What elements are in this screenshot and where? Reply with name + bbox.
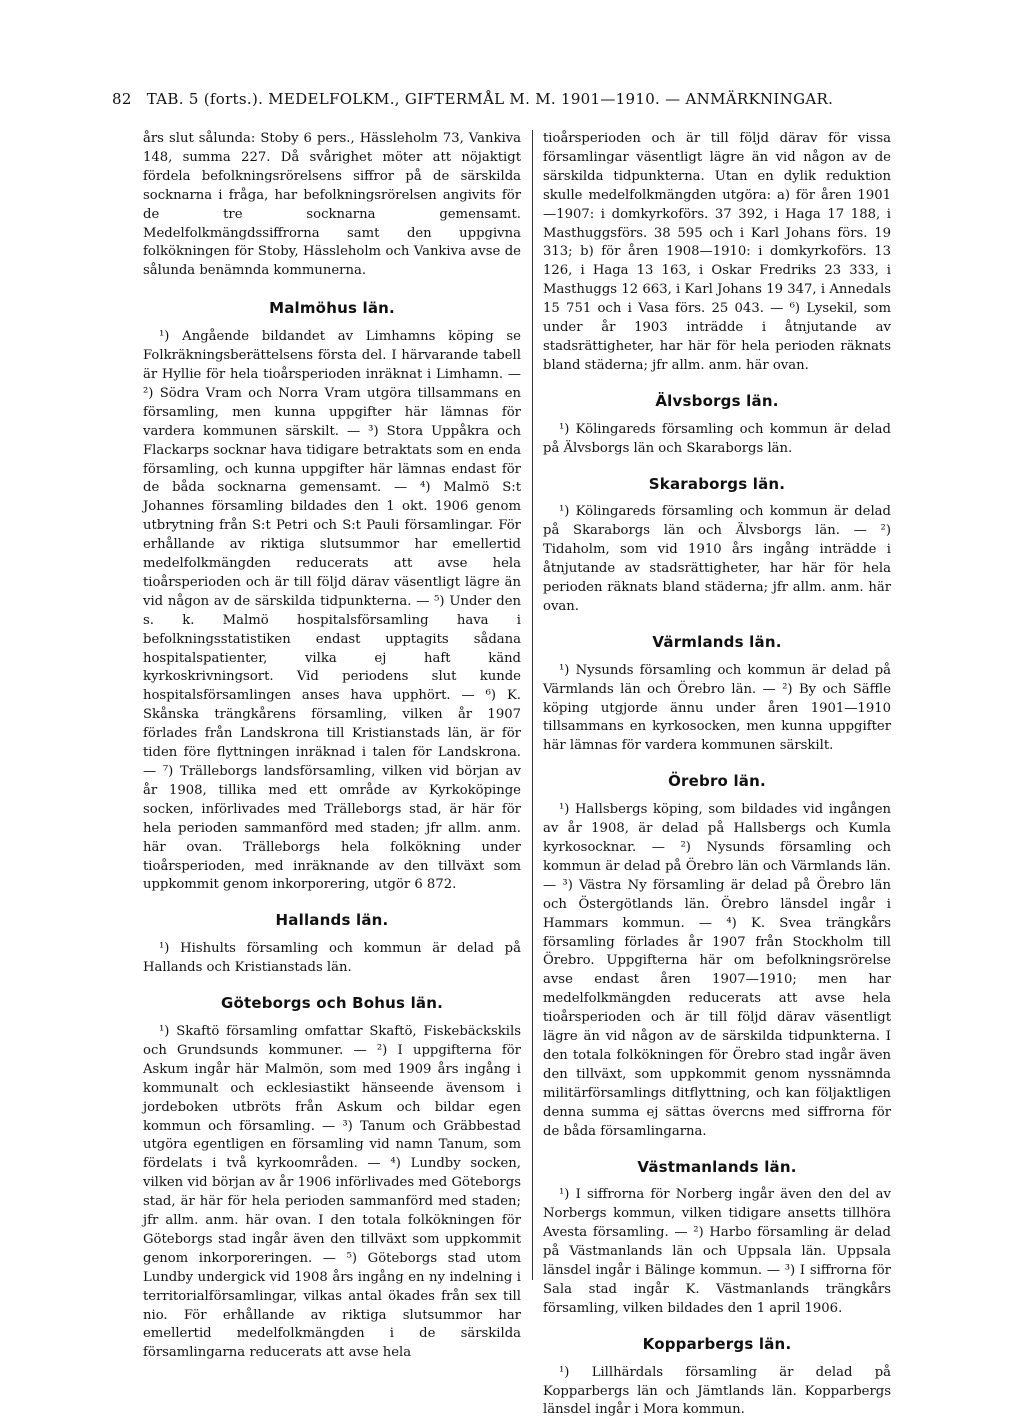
notes-varmland: ¹) Nysunds församling och kommun är delad på Värmlands län och Örebro län. — ²) By och Säffle köping utgjorde ännu under åren 1901—1910 tillsammans en kyrkosocken, men kunna uppgifter här lämnas för vardera kommunen särskilt. [543,662,891,754]
running-header [112,90,892,108]
section-heading-goteborg: Göteborgs och Bohus län. [220,994,444,1013]
left-column [143,130,521,1363]
section-heading-orebro: Örebro län. [668,772,766,791]
section-heading-alvsborg: Älvsborgs län. [655,391,779,410]
section-heading-skaraborg: Skaraborgs län. [648,474,786,493]
page-number: 82 [112,90,132,108]
header-title: TAB. 5 (forts.). MEDELFOLKM., GIFTERMÅL M. M. 1901—1910. — ANMÄRKNINGAR. [146,90,834,108]
notes-alvsborg: ¹) Kölingareds församling och kommun är delad på Älvsborgs län och Skaraborgs län. [543,421,891,456]
section-heading-varmland: Värmlands län. [652,632,782,651]
notes-orebro: ¹) Hallsbergs köping, som bildades vid ingången av år 1908, är delad på Hallsbergs och Kumla kyrkosocknar. — ²) Nysunds församling och kommun är delad på Örebro län och Värmlands län. — ³) Västra Ny församling är delad på Örebro län och Östergötlands län. Örebro länsdel ingår i Hammars kommun. — ⁴) K. Svea trängkårs församling förlades år 1907 från Stockholm till Örebro. Uppgifterna här om befolkningsrörelse avse endast åren 1907—1910; men har medelfolkmängden reducerats att avse hela tioårsperioden och är till följd därav väsentligt lägre än vid någon av de särskilda tidpunkterna. I den totala folkökningen för Örebro stad ingår även den tillväxt, som uppkommit genom nyssnämnda militärförsamlings ditflyttning, och kan följaktligen denna summa ej sättas övercns med siffrorna för de båda församlingarna. [543,802,891,1139]
section-heading-kopparberg: Kopparbergs län. [642,1334,792,1353]
notes-vastmanland: ¹) I siffrorna för Norberg ingår även den del av Norbergs kommun, vilken tidigare ansetts tillhöra Avesta församling. — ²) Harbo församling är delad på Västmanlands län och Uppsala län. Uppsala länsdel ingår i Bälinge kommun. — ³) I siffrorna för Sala stad ingår K. Västmanlands trängkårs församling, vilken bildades den 1 april 1906. [543,1187,891,1316]
notes-goteborg: ¹) Skaftö församling omfattar Skaftö, Fiskebäckskils och Grundsunds kommuner. — ²) I uppgifterna för Askum ingår här Malmön, som med 1909 års ingång i kommunalt och ecklesiastikt hänseende ävensom i jordeboken utbröts från Askum och bildar egen kommun och församling. — ³) Tanum och Gräbbestad utgöra egentligen en församling vid namn Tanum, som fördelats i två kyrkoområden. — ⁴) Lundby socken, vilken vid början av år 1906 införlivades med Göteborgs stad, är här för hela perioden sammanförd med staden; jfr allm. anm. här ovan. I den totala folkökningen för Göteborgs stad ingår även den tillväxt som uppkommit genom inkorporeringen. — ⁵) Göteborgs stad utom Lundby undergick vid 1908 års ingång en ny indelning i territorialförsamlingar, vilkas antal ökades från sex till nio. För erhållande av riktiga slutsummor har emellertid medelfolkmängden i de särskilda församlingarna reducerats att avse hela [143,1023,521,1361]
notes-skaraborg: ¹) Kölingareds församling och kommun är delad på Skaraborgs län och Älvsborgs län. — ²) Tidaholm, som vid 1910 års ingång inträdde i åtnjutande av stadsrättigheter, har här för hela perioden räknats bland städerna; jfr allm. anm. här ovan. [543,504,891,614]
column-divider [532,130,533,1280]
right-intro-paragraph: tioårsperioden och är till följd därav för vissa församlingar väsentligt lägre än vid någon av de särskilda tidpunkterna. Utan en dylik reduktion skulle medelfolkmängden utgöra: a) för åren 1901—1907: i domkyrkoförs. 37 392, i Haga 17 188, i Masthuggsförs. 38 595 och i Karl Johans förs. 19 313; b) för åren 1908—1910: i domkyrkoförs. 13 126, i Haga 13 163, i Oskar Fredriks 23 333, i Masthuggs 12 663, i Karl Johans 19 347, i Annedals 15 751 och i Vasa förs. 25 043. — ⁶) Lysekil, som under år 1903 inträdde i åtnjutande av stadsrättigheter, har här för hela perioden räknats bland städerna; jfr allm. anm. här ovan. [543,131,891,373]
notes-malmohus: ¹) Angående bildandet av Limhamns köping se Folkräkningsberättelsens första del. I härvarande tabell är Hyllie för hela tioårsperioden inräknat i Limhamn. — ²) Södra Vram och Norra Vram utgöra tillsammans en församling, men kunna uppgifter här lämnas för vardera kommunen särskilt. — ³) Stora Uppåkra och Flackarps socknar hava tidigare betraktats som en enda församling, och kunna uppgifter här lämnas endast för de båda socknarna gemensamt. — ⁴) Malmö S:t Johannes församling bildades den 1 okt. 1906 genom utbrytning från S:t Petri och S:t Pauli församlingar. För erhållande av riktiga slutsummor har emellertid medelfolkmängden reducerats att avse hela tioårsperioden och är till följd därav väsentligt lägre än vid någon av de särskilda tidpunkterna. — ⁵) Under den s. k. Malmö hospitalsförsamling hava i befolkningsstatistiken endast upptagits sådana hospitalspatienter, vilka ej haft känd kyrkoskrivningsort. Vid periodens slut kunde hospitalsförsamlingen anses hava upphört. — ⁶) K. Skånska trängkårens församling, vilken år 1907 förlades från Landskrona till Kristianstads län, är för tiden före flyttningen inräknad i talen för Landskrona. — ⁷) Trälleborgs landsförsamling, vilken vid början av år 1908, tillika med ett område av Kyrkoköpinge socken, införlivades med Trälleborgs stad, är här för hela perioden sammanförd med staden; jfr allm. anm. här ovan. Trälleborgs hela folkökning under tioårsperioden, med inräknande av den tillväxt som uppkommit genom inkorporering, utgör 6 872. [143,329,521,893]
section-heading-vastmanland: Västmanlands län. [637,1157,797,1176]
left-intro-paragraph: års slut sålunda: Stoby 6 pers., Hässleholm 73, Vankiva 148, summa 227. Då svårighet möter att nöjaktigt fördela befolkningsrörelsens siffror på de särskilda socknarna i fråga, har befolkningsrörelsen angivits för de tre socknarna gemensamt. Medelfolkmängdssiffrorna samt den uppgivna folkökningen för Stoby, Hässleholm och Vankiva avse de sålunda benämnda kommunerna. [143,131,521,279]
section-heading-malmohus: Malmöhus län. [269,299,395,318]
section-heading-halland: Hallands län. [275,911,389,930]
notes-halland: ¹) Hishults församling och kommun är delad på Hallands och Kristianstads län. [143,941,521,976]
right-column [543,130,891,1420]
notes-kopparberg: ¹) Lillhärdals församling är delad på Kopparbergs län och Jämtlands län. Kopparbergs länsdel ingår i Mora kommun. [543,1364,891,1418]
